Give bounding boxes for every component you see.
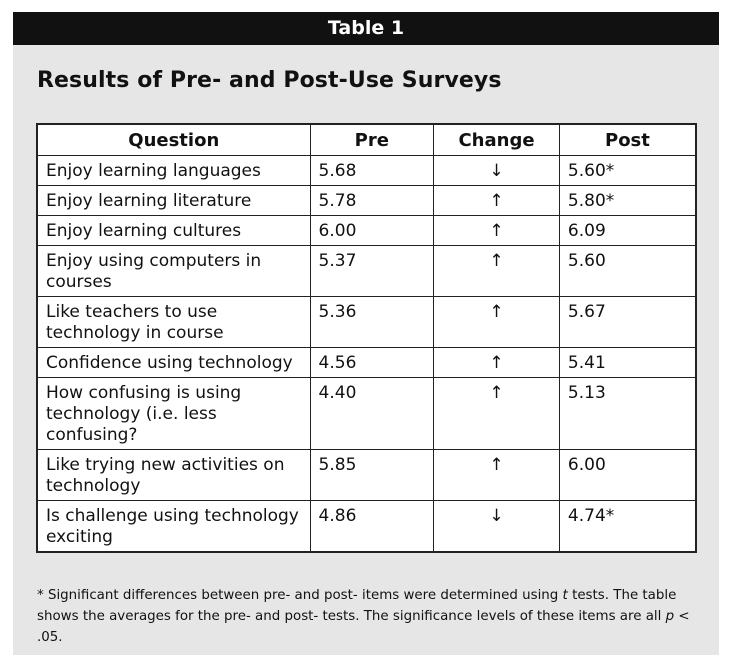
table-row [37,216,696,246]
question-cell: Enjoy learning cultures [37,216,310,246]
table-row [37,450,696,501]
post-cell: 5.41 [559,348,696,378]
pre-cell: 5.85 [310,450,434,501]
question-cell: Enjoy learning languages [37,156,310,186]
post-cell: 6.09 [559,216,696,246]
change-arrow-icon: ↓ [434,501,560,553]
table-title: Results of Pre- and Post-Use Surveys [37,68,502,93]
post-cell: 4.74* [559,501,696,553]
pre-cell: 6.00 [310,216,434,246]
footnote-text-3: < .05. [37,609,690,645]
table-row [37,297,696,348]
results-table [36,123,697,553]
pre-cell: 5.36 [310,297,434,348]
pre-cell: 4.56 [310,348,434,378]
table-row [37,378,696,450]
post-cell: 6.00 [559,450,696,501]
pre-cell: 4.86 [310,501,434,553]
table-row [37,156,696,186]
footnote-t-symbol: t [562,588,568,603]
question-cell: Is challenge using technology exciting [37,501,310,553]
pre-cell: 5.68 [310,156,434,186]
question-cell: Confidence using technology [37,348,310,378]
post-cell: 5.60 [559,246,696,297]
change-arrow-icon: ↑ [434,297,560,348]
question-cell: Like trying new activities on technology [37,450,310,501]
header-row [37,124,696,156]
change-arrow-icon: ↑ [434,348,560,378]
question-cell: Enjoy using computers in courses [37,246,310,297]
table-number-banner: Table 1 [13,12,719,45]
footnote [37,585,707,648]
table-row [37,501,696,553]
question-cell: Enjoy learning literature [37,186,310,216]
question-cell: Like teachers to use technology in course [37,297,310,348]
table-row [37,186,696,216]
header-question: Question [37,124,310,156]
footnote-text-2: tests. The table shows the averages for the pre- and post- tests. The significance levels of these items are all [37,588,677,624]
footnote-text-1: * Significant differences between pre- and post- items were determined using [37,588,563,603]
question-cell: How confusing is using technology (i.e. less confusing? [37,378,310,450]
change-arrow-icon: ↓ [434,156,560,186]
post-cell: 5.60* [559,156,696,186]
table-row [37,348,696,378]
footnote-p-symbol: p [665,609,675,624]
post-cell: 5.13 [559,378,696,450]
change-arrow-icon: ↑ [434,378,560,450]
change-arrow-icon: ↑ [434,450,560,501]
pre-cell: 5.78 [310,186,434,216]
post-cell: 5.67 [559,297,696,348]
change-arrow-icon: ↑ [434,246,560,297]
pre-cell: 5.37 [310,246,434,297]
table-panel [13,12,719,655]
change-arrow-icon: ↑ [434,186,560,216]
post-cell: 5.80* [559,186,696,216]
header-post: Post [559,124,696,156]
pre-cell: 4.40 [310,378,434,450]
change-arrow-icon: ↑ [434,216,560,246]
header-change: Change [434,124,560,156]
header-pre: Pre [310,124,434,156]
table-row [37,246,696,297]
